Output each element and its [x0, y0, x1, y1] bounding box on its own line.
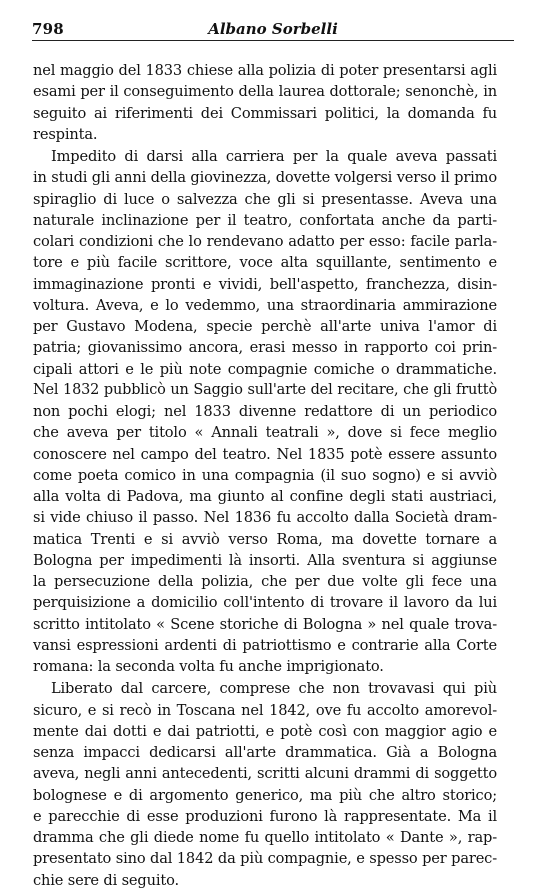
text-line: conoscere nel campo del teatro. Nel 1835 potè essere assunto — [33, 445, 497, 463]
text-line: esami per il conseguimento della laurea dottorale; senonchè, in — [33, 83, 497, 101]
text-line: aveva, negli anni antecedenti, scritti alcuni drammi di soggetto — [33, 765, 497, 783]
paragraph — [33, 146, 497, 677]
text-line: matica Trenti e si avviò verso Roma, ma dovette tornare a — [33, 530, 497, 548]
text-line: respinta. — [33, 125, 98, 143]
text-line: colari condizioni che lo rendevano adatto per esso: facile parla- — [33, 233, 497, 250]
text-line: Nel 1832 pubblicò un Saggio sull'arte del recitare, che gli fruttò — [33, 381, 497, 398]
text-line: voltura. Aveva, e lo vedemmo, una straordinaria ammirazione — [33, 296, 497, 314]
text-line: che aveva per titolo « Annali teatrali », dove si fece meglio — [33, 424, 497, 442]
text-line: si vide chiuso il passo. Nel 1836 fu accolto dalla Società dram- — [33, 509, 497, 527]
text-line: bolognese e di argomento generico, ma più che altro storico; — [33, 786, 497, 804]
text-line: e parecchie di esse produzioni furono là rappresentate. Ma il — [33, 807, 497, 825]
running-header — [32, 18, 514, 41]
text-line: patria; giovanissimo ancora, erasi messo in rapporto coi prin- — [33, 339, 497, 357]
text-line: romana: la seconda volta fu anche imprigionato. — [33, 658, 384, 675]
text-line: naturale inclinazione per il teatro, confortata anche da parti- — [33, 211, 497, 229]
text-line: non pochi elogi; nel 1833 divenne redattore di un periodico — [33, 403, 497, 420]
text-line: perquisizione a domicilio coll'intento di trovare il lavoro da lui — [33, 594, 497, 612]
text-line: nel maggio del 1833 chiese alla polizia di poter presentarsi agli — [33, 62, 497, 79]
text-line: sicuro, e si recò in Toscana nel 1842, ove fu accolto amorevol- — [33, 701, 497, 719]
text-line: come poeta comico in una compagnia (il suo sogno) e si avviò — [33, 466, 497, 484]
text-line: presentato sino dal 1842 da più compagnie, e spesso per parec- — [33, 850, 497, 868]
text-line: in studi gli anni della giovinezza, dovette volgersi verso il primo — [33, 169, 497, 187]
text-line: dramma che gli diede nome fu quello intitolato « Dante », rap- — [33, 829, 497, 846]
paragraph — [33, 60, 497, 145]
text-line: scritto intitolato « Scene storiche di Bologna » nel quale trova- — [33, 615, 497, 633]
text-line: seguito ai riferimenti dei Commissari politici, la domanda fu — [33, 104, 497, 122]
text-line: alla volta di Padova, ma giunto al confine degli stati austriaci, — [33, 488, 497, 505]
text-line: vansi espressioni ardenti di patriottismo e contrarie alla Corte — [33, 636, 497, 654]
text-line: senza impacci dedicarsi all'arte drammatica. Già a Bologna — [33, 744, 497, 761]
text-line: cipali attori e le più note compagnie comiche o drammatiche. — [33, 360, 497, 378]
text-line: mente dai dotti e dai patriotti, e potè così con maggior agio e — [33, 722, 497, 740]
text-line: per Gustavo Modena, specie perchè all'arte univa l'amor di — [33, 318, 497, 335]
page-number: 798 — [32, 20, 64, 38]
text-line: chie sere di seguito. — [33, 871, 179, 889]
text-line: la persecuzione della polizia, che per due volte gli fece una — [33, 573, 497, 590]
paragraph — [33, 678, 497, 891]
text-line: Liberato dal carcere, comprese che non trovavasi qui più — [51, 680, 497, 698]
text-line: immaginazione pronti e vividi, bell'aspetto, franchezza, disin- — [33, 275, 497, 293]
text-line: Impedito di darsi alla carriera per la quale aveva passati — [51, 148, 497, 165]
running-title: Albano Sorbelli — [208, 20, 338, 38]
text-line: Bologna per impedimenti là insorti. Alla sventura si aggiunse — [33, 551, 497, 569]
text-line: tore e più facile scrittore, voce alta squillante, sentimento e — [33, 254, 497, 272]
body-text — [33, 60, 497, 891]
text-line: spiraglio di luce o salvezza che gli si presentasse. Aveva una — [33, 190, 497, 208]
